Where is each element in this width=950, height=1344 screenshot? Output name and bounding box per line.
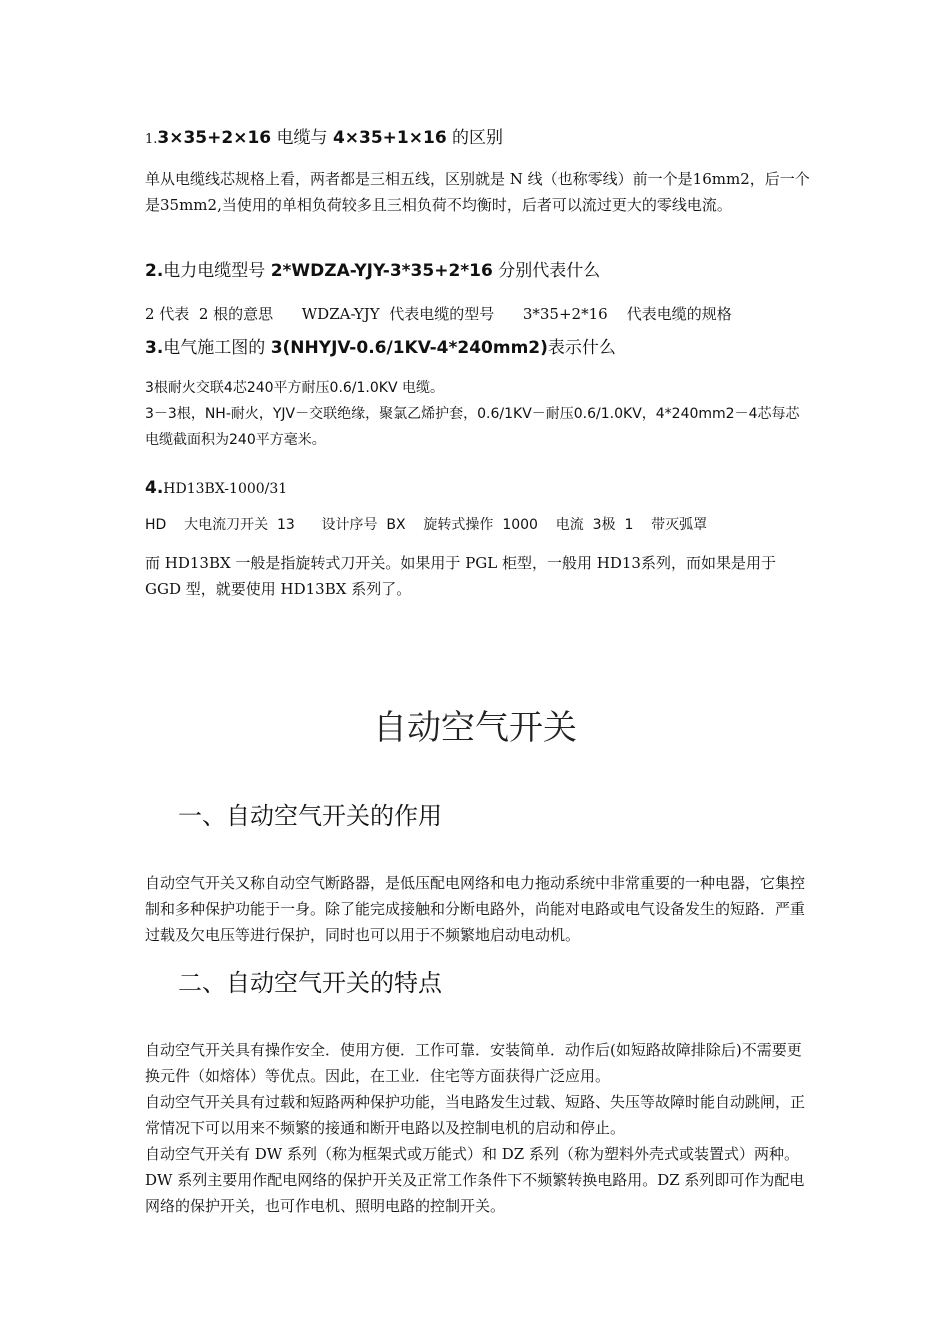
question-number: 2. (145, 261, 164, 281)
section-title: 自动空气开关 (373, 708, 577, 748)
answer-2-line: 2 代表 2 根的意思 WDZA-YJY 代表电缆的型号 3*35+2*16 代表电缆的规格 (145, 305, 732, 323)
question-number: 4. (145, 478, 164, 498)
heading-text: 电气施工图的 (163, 338, 271, 358)
answer-3-line: 3－3根，NH-耐火，YJV－交联绝缘，聚氯乙烯护套，0.6/1KV－耐压0.6/1.0KV，4*240mm2－4芯每芯电缆截面积为240平方毫米。 (145, 406, 800, 448)
cable-spec-b: 4×35+1×16 (332, 128, 447, 148)
cable-model: 2*WDZA-YJY-3*35+2*16 (270, 261, 493, 281)
features-paragraph: 自动空气开关具有过载和短路两种保护功能，当电路发生过载、短路、失压等故障时能自动跳闸，正常情况下可以用来不频繁的接通和断开电路以及控制电机的启动和停止。 (145, 1093, 806, 1137)
cable-spec-a: 3×35+2×16 (157, 128, 272, 148)
answer-1-paragraph: 单从电缆线芯规格上看，两者都是三相五线，区别就是 N 线（也称零线）前一个是16mm2，后一个是35mm2,当使用的单相负荷较多且三相负荷不均衡时，后者可以流过更大的零线电流。 (145, 170, 810, 214)
question-2-heading (145, 258, 810, 284)
cable-model: 3(NHYJV-0.6/1KV-4*240mm2) (270, 338, 548, 358)
heading-text: 的区别 (446, 128, 504, 148)
section-heading-function: 一、自动空气开关的作用 (178, 802, 442, 830)
question-1-heading (145, 127, 810, 151)
function-paragraph: 自动空气开关又称自动空气断路器，是低压配电网络和电力拖动系统中非常重要的一种电器，它集控制和多种保护功能于一身。除了能完成接触和分断电路外，尚能对电路或电气设备发生的短路．严重过载及欠电压等进行保护，同时也可以用于不频繁地启动电动机。 (145, 874, 806, 944)
section-heading-features: 二、自动空气开关的特点 (178, 969, 442, 997)
heading-text: 表示什么 (547, 338, 616, 358)
features-block (145, 1037, 810, 1219)
heading-text: 电缆与 (271, 128, 333, 148)
switch-model: HD13BX-1000/31 (163, 481, 288, 497)
answer-3-block (145, 375, 810, 453)
answer-4-paragraph: 而 HD13BX 一般是指旋转式刀开关。如果用于 PGL 柜型，一般用 HD13系列，而如果是用于 GGD 型，就要使用 HD13BX 系列了。 (145, 554, 776, 598)
heading-text: 电力电缆型号 (163, 261, 271, 281)
question-number: 1. (145, 132, 158, 147)
question-number: 3. (145, 338, 164, 358)
heading-text: 分别代表什么 (492, 261, 601, 281)
question-3-heading (145, 335, 810, 361)
question-4-heading (145, 475, 810, 502)
features-paragraph: 自动空气开关具有操作安全．使用方便．工作可靠．安装简单．动作后(如短路故障排除后)不需要更换元件（如熔体）等优点。因此，在工业．住宅等方面获得广泛应用。 (145, 1041, 802, 1085)
answer-3-line: 3根耐火交联4芯240平方耐压0.6/1.0KV 电缆。 (145, 380, 444, 396)
features-paragraph: 自动空气开关有 DW 系列（称为框架式或万能式）和 DZ 系列（称为塑料外壳式或装置式）两种。DW 系列主要用作配电网络的保护开关及正常工作条件下不频繁转换电路用。DZ 系列即可作为配电网络的保护开关，也可作电机、照明电路的控制开关。 (145, 1145, 805, 1215)
answer-4-line: HD 大电流刀开关 13 设计序号 BX 旋转式操作 1000 电流 3极 1 带灭弧罩 (145, 517, 708, 533)
